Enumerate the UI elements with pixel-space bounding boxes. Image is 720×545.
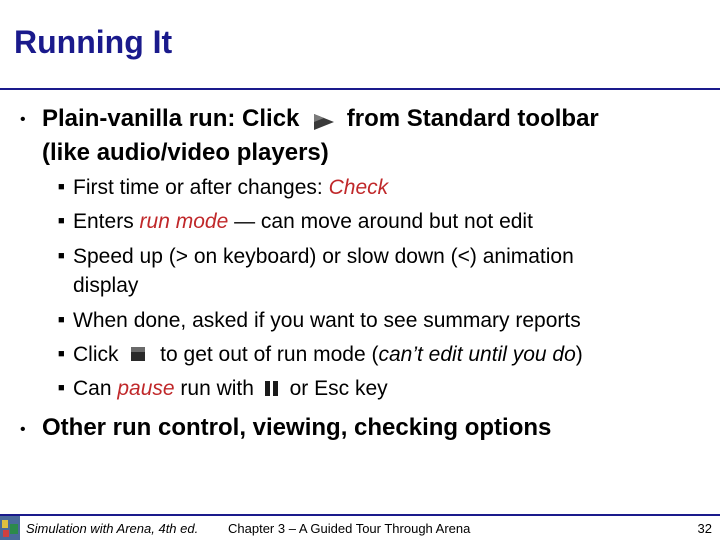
footer-book-title: Simulation with Arena, 4th ed.: [26, 521, 199, 536]
sub-bullet-marker: ■: [58, 348, 65, 360]
edit-note: can’t edit until you do: [378, 343, 576, 366]
footer-page-number: 32: [697, 521, 712, 536]
sub-bullet-pause: Can pause run with or Esc key: [73, 377, 388, 400]
sub-bullet-check: First time or after changes: Check: [73, 176, 389, 199]
footer-chapter: Chapter 3 – A Guided Tour Through Arena: [228, 521, 471, 536]
sub-bullet-summary: When done, asked if you want to see summary reports: [73, 309, 581, 332]
pause-icon: [262, 377, 282, 397]
bullet-run-text-before: Plain-vanilla run: Click: [42, 105, 307, 132]
sub-bullet-marker: ■: [58, 314, 65, 326]
sub-bullet-stop: Click to get out of run mode (can’t edit until you do): [73, 343, 583, 366]
title-divider: [0, 88, 720, 90]
sub-bullet-marker: ■: [58, 181, 65, 193]
slide-footer: [0, 514, 720, 540]
bullet-marker: •: [20, 421, 26, 438]
sub-bullet-marker: ■: [58, 215, 65, 227]
sub-bullet-speed-line2: display: [73, 274, 139, 297]
footer-divider: [0, 514, 720, 516]
bullet-other-options: Other run control, viewing, checking options: [42, 414, 552, 441]
bullet-run-text-after: from Standard toolbar: [340, 105, 599, 132]
run-mode-keyword: run mode: [139, 210, 229, 233]
stop-icon: [126, 343, 152, 363]
sub-bullet-marker: ■: [58, 250, 65, 262]
play-icon: [310, 108, 336, 128]
slide-title: Running It: [14, 24, 173, 60]
arena-logo-icon: [0, 516, 20, 540]
sub-bullet-marker: ■: [58, 382, 65, 394]
pause-keyword: pause: [117, 377, 175, 400]
check-keyword: Check: [328, 176, 389, 199]
bullet-run-line1: [42, 102, 599, 136]
bullet-run-line2: (like audio/video players): [42, 139, 329, 166]
bullet-marker: •: [20, 111, 26, 128]
sub-bullet-speed-line1: Speed up (> on keyboard) or slow down (<) animation: [73, 245, 574, 268]
sub-bullet-run-mode: Enters run mode — can move around but not edit: [73, 210, 533, 233]
